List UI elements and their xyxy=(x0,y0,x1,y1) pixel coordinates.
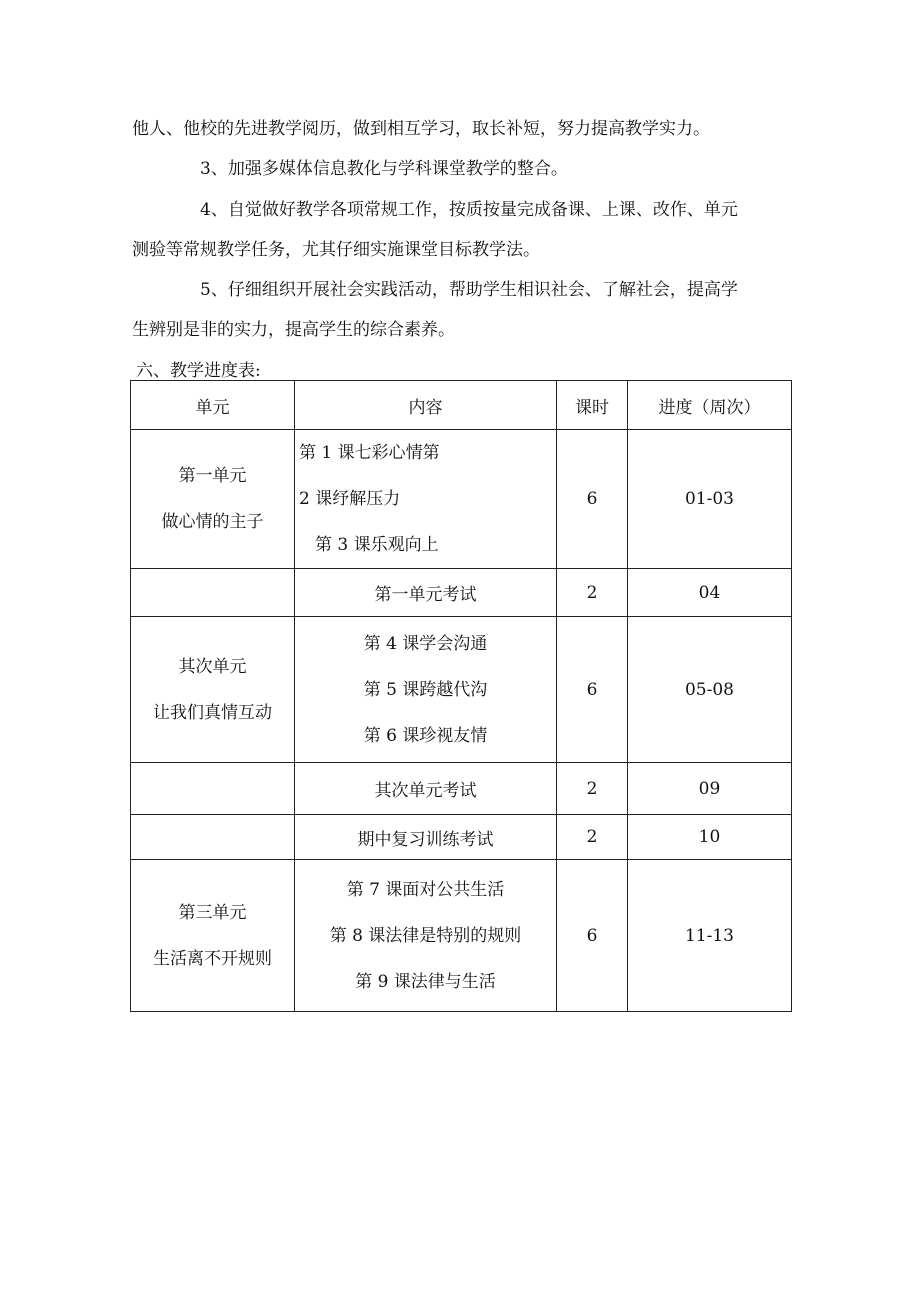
paragraph-item-4-line-1: 4、自觉做好教学各项常规工作，按质按量完成备课、上课、改作、单元 xyxy=(200,200,738,220)
lesson-line: 第 7 课面对公共生活 xyxy=(346,879,505,900)
lesson-line: 第 6 课珍视友情 xyxy=(363,725,488,746)
hours-cell: 6 xyxy=(557,860,628,1012)
unit-title: 做心情的主子 xyxy=(161,512,264,532)
content-cell xyxy=(295,860,557,1012)
hours-cell: 6 xyxy=(557,617,628,763)
paragraph-item-5-line-2: 生辨别是非的实力，提高学生的综合素养。 xyxy=(132,320,455,340)
unit-cell xyxy=(131,617,295,763)
content-cell: 第一单元考试 xyxy=(295,569,557,617)
unit-title: 生活离不开规则 xyxy=(153,948,272,969)
progress-cell: 04 xyxy=(628,569,792,617)
lesson-line: 第 5 课跨越代沟 xyxy=(363,679,488,700)
paragraph-item-3: 3、加强多媒体信息教化与学科课堂教学的整合。 xyxy=(200,159,568,179)
lesson-line: 2 课纾解压力 xyxy=(299,489,401,509)
content-cell: 其次单元考试 xyxy=(295,763,557,815)
lesson-line: 第 1 课七彩心情第 xyxy=(299,443,440,463)
progress-cell: 09 xyxy=(628,763,792,815)
unit-cell xyxy=(131,569,295,617)
content-cell: 期中复习训练考试 xyxy=(295,815,557,860)
progress-cell: 01-03 xyxy=(628,430,792,569)
unit-number: 其次单元 xyxy=(178,656,247,677)
unit-cell xyxy=(131,860,295,1012)
hours-cell: 6 xyxy=(557,430,628,569)
lesson-line: 第 8 课法律是特别的规则 xyxy=(329,925,522,946)
unit-cell xyxy=(131,430,295,569)
schedule-table xyxy=(130,380,792,1012)
content-cell xyxy=(295,617,557,763)
lesson-line: 第 4 课学会沟通 xyxy=(363,633,488,654)
unit-number: 第三单元 xyxy=(178,902,247,923)
unit-cell xyxy=(131,763,295,815)
header-progress: 进度（周次） xyxy=(628,381,792,430)
progress-cell: 11-13 xyxy=(628,860,792,1012)
unit-title: 让我们真情互动 xyxy=(153,702,272,723)
paragraph-continuation: 他人、他校的先进教学阅历，做到相互学习，取长补短，努力提高教学实力。 xyxy=(132,119,710,139)
paragraph-item-4-line-2: 测验等常规教学任务，尤其仔细实施课堂目标教学法。 xyxy=(132,240,540,260)
lesson-line: 第 3 课乐观向上 xyxy=(315,535,439,555)
header-content: 内容 xyxy=(295,381,557,430)
table-row xyxy=(131,569,792,617)
table-row xyxy=(131,430,792,569)
table-row xyxy=(131,617,792,763)
progress-cell: 05-08 xyxy=(628,617,792,763)
lesson-line: 第 9 课法律与生活 xyxy=(355,971,496,992)
hours-cell: 2 xyxy=(557,763,628,815)
table-row xyxy=(131,763,792,815)
hours-cell: 2 xyxy=(557,815,628,860)
table-row xyxy=(131,860,792,1012)
paragraph-item-5-line-1: 5、仔细组织开展社会实践活动，帮助学生相识社会、了解社会，提高学 xyxy=(200,280,738,300)
hours-cell: 2 xyxy=(557,569,628,617)
unit-number: 第一单元 xyxy=(178,466,247,486)
progress-cell: 10 xyxy=(628,815,792,860)
header-hours: 课时 xyxy=(557,381,628,430)
content-cell xyxy=(295,430,557,569)
header-unit: 单元 xyxy=(131,381,295,430)
table-row xyxy=(131,815,792,860)
table-header-row xyxy=(131,381,792,430)
unit-cell xyxy=(131,815,295,860)
section-title: 六、教学进度表: xyxy=(136,361,261,381)
